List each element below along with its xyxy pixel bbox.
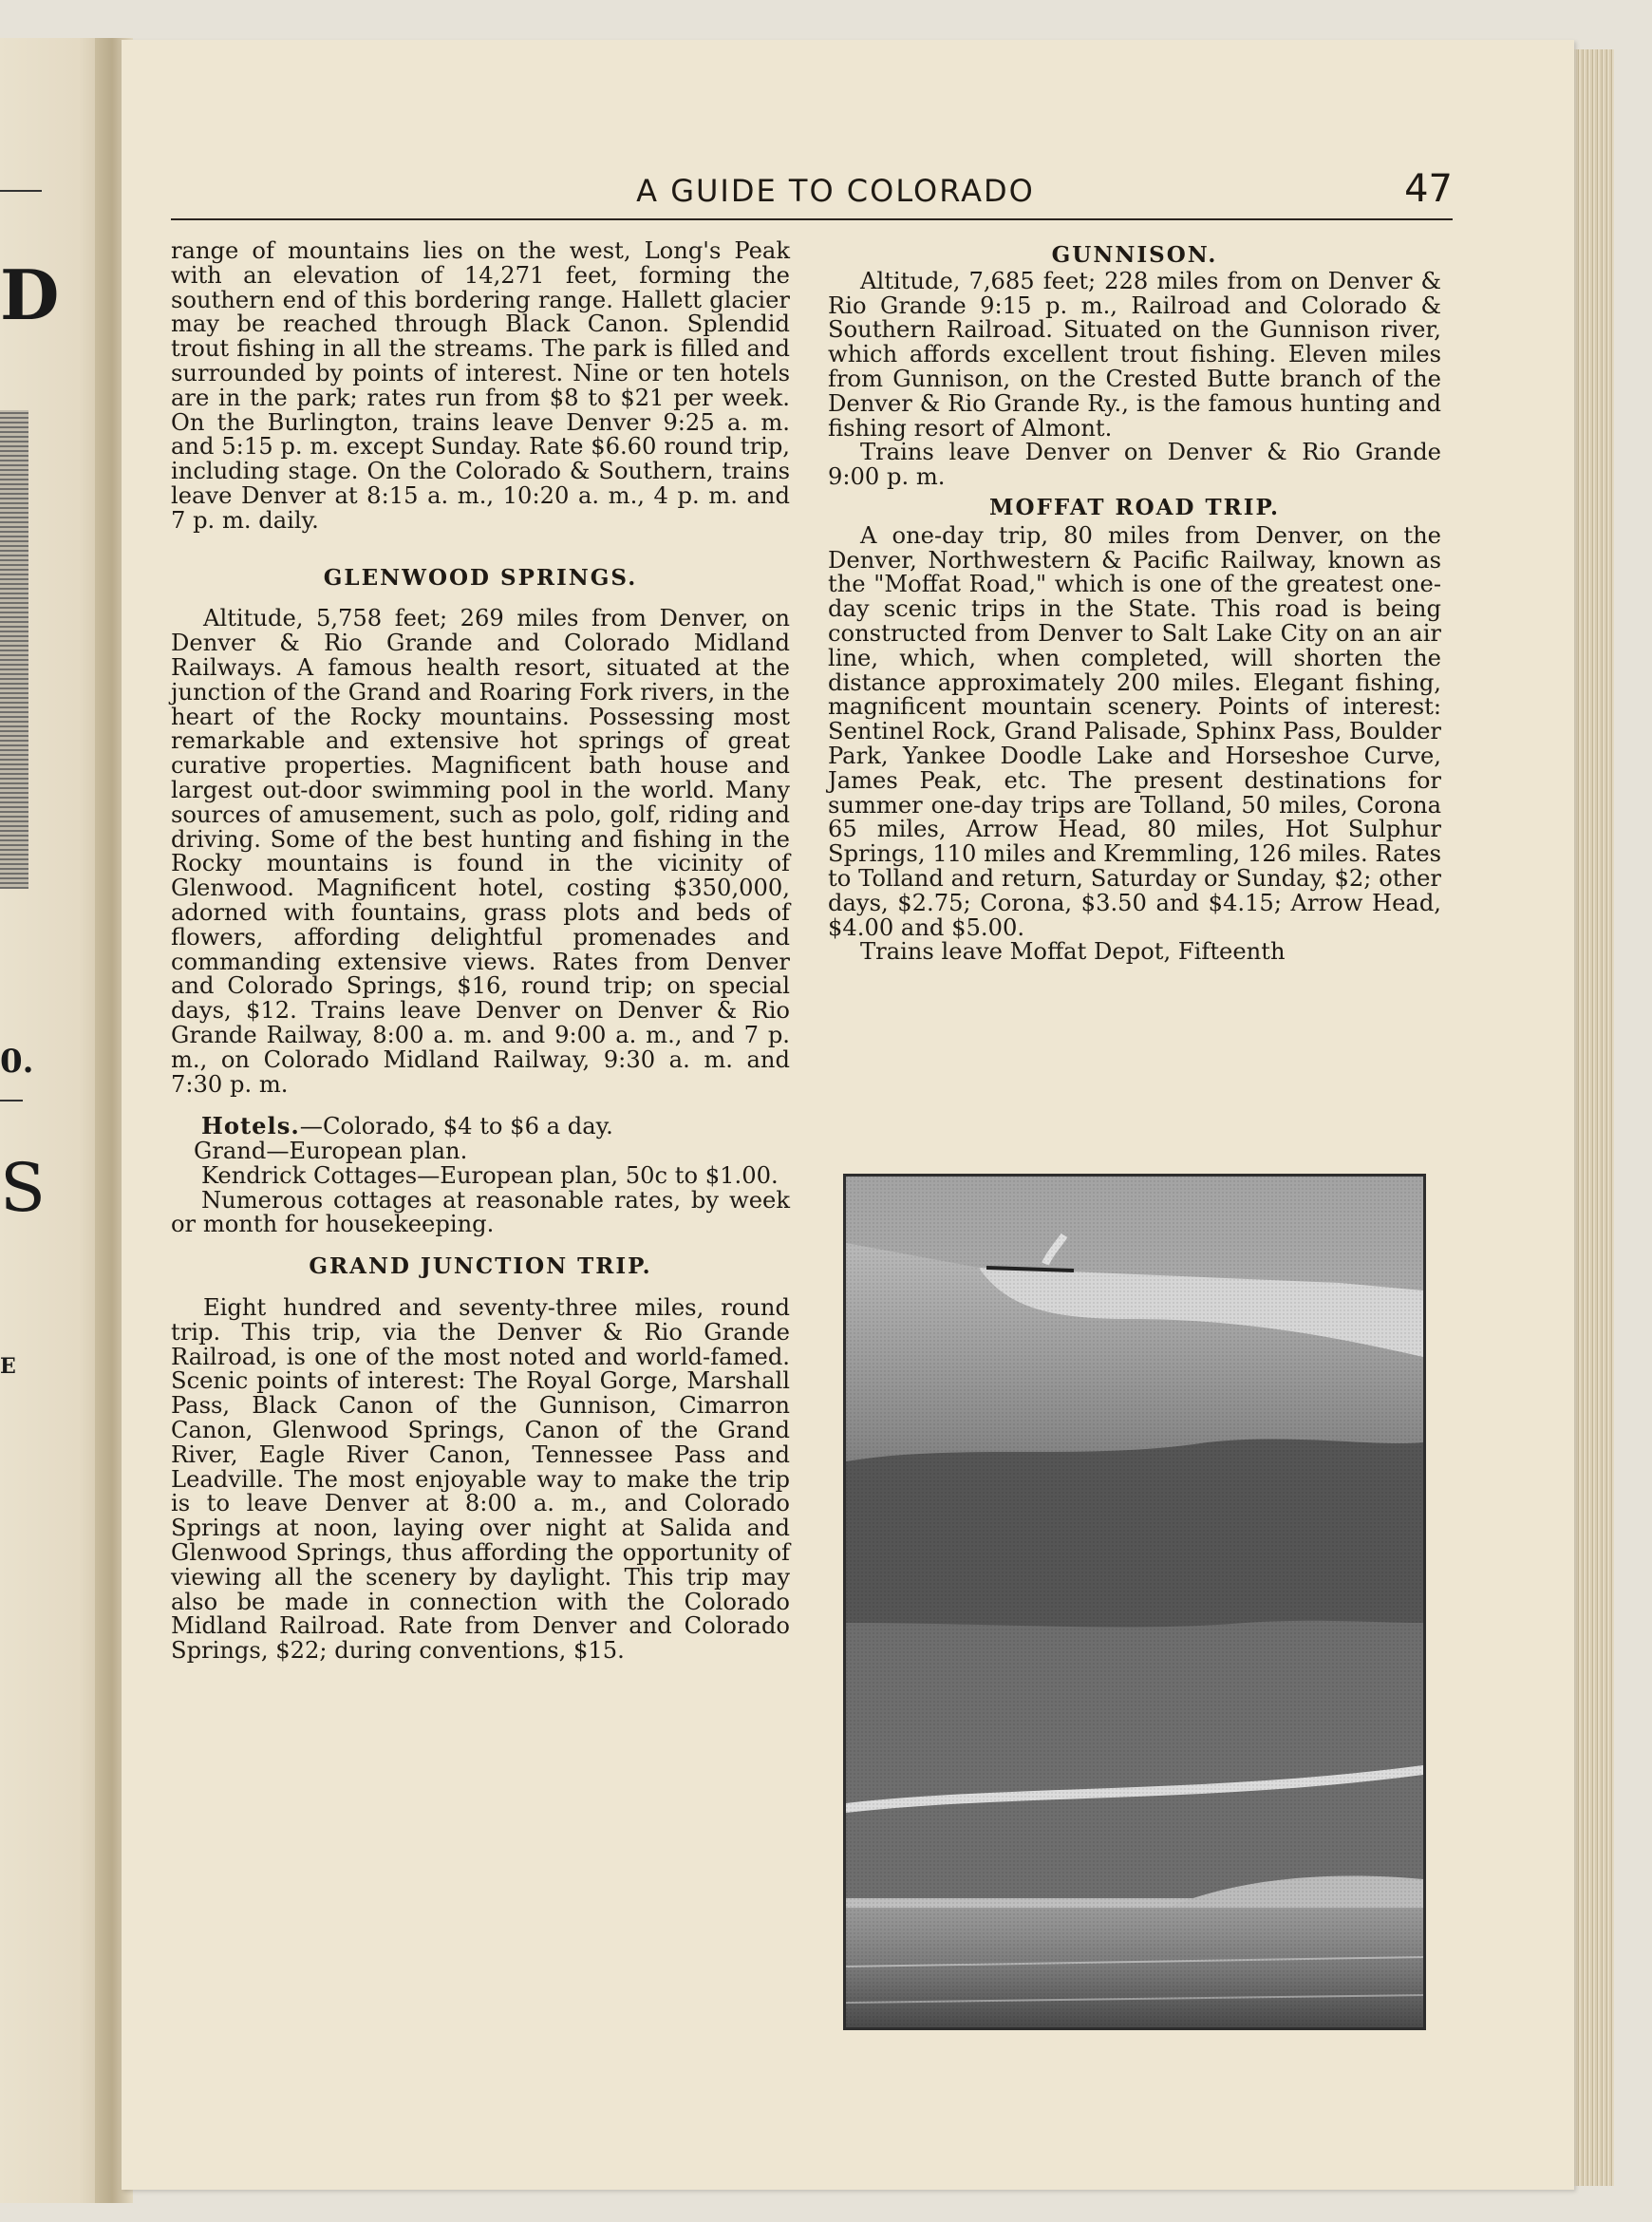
left-page-dash bbox=[0, 1100, 23, 1102]
left-page-engraving bbox=[0, 410, 28, 889]
photo-halftone-grain bbox=[846, 1177, 1423, 2027]
moffat-trains: Trains leave Moffat Depot, Fifteenth bbox=[860, 938, 1286, 966]
moffat-road-heading: MOFFAT ROAD TRIP. bbox=[989, 494, 1280, 520]
left-page-letter-s: S bbox=[0, 1149, 46, 1227]
moffat-road-text: A one-day trip, 80 miles from Denver, on the Denver, Northwestern & Pacific Railway, known as the "Moffat Road," which is one of the greatest one-day scenic trips in the State. This road is being constructed from Denver to Salt Lake City on an air line, which, when completed, will shorten the distance approximately 200 miles. Elegant fishing, magnificent mountain scenery. Points of interest: Sentinel Rock, Grand Palisade, Sphinx Pass, Boulder Park, Yankee Doodle Lake and Horseshoe Curve, James Peak, etc. The present destinations for summer one-day trips are Tolland, 50 miles, Corona 65 miles, Arrow Head, 80 miles, Hot Sulphur Springs, 110 miles and Kremmling, 126 miles. Rates to Tolland and return, Saturday or Sunday, $2; other days, $2.75; Corona, $3.50 and $4.15; Arrow Head, $4.00 and $5.00. bbox=[828, 521, 1441, 941]
running-title: A GUIDE TO COLORADO bbox=[636, 173, 1035, 209]
hotels-colorado-rate: —Colorado, $4 to $6 a day. bbox=[299, 1113, 613, 1140]
hotels-line-kendrick: Kendrick Cottages—European plan, 50c to $1.00. bbox=[201, 1161, 779, 1189]
gunnison-heading: GUNNISON. bbox=[1051, 242, 1218, 268]
gunnison-text: Altitude, 7,685 feet; 228 miles from on Denver & Rio Grande 9:15 p. m., Railroad and Colorado & Southern Railroad. Situated on the Gunnison river, which affords excellent trout fishing. Eleven miles from Gunnison, on the Crested Butte branch of the Denver & Rio Grande Ry., is the famous hunting and fishing resort of Almont. bbox=[828, 267, 1441, 442]
estes-park-continuation: range of mountains lies on the west, Long's Peak with an elevation of 14,271 feet, forming the southern end of this bordering range. Hallett glacier may be reached through Black Canon. Splendid trout fishing in all the streams. The park is filled and surrounded by points of interest. Nine or ten hotels are in the park; rates run from $8 to $21 per week. On the Burlington, trains leave Denver 9:25 a. m. and 5:15 p. m. except Sunday. Rate $6.60 round trip, including stage. On the Colorado & Southern, trains leave Denver at 8:15 a. m., 10:20 a. m., 4 p. m. and 7 p. m. daily. bbox=[171, 237, 790, 534]
grand-junction-heading: GRAND JUNCTION TRIP. bbox=[309, 1253, 652, 1280]
hotels-label: Hotels. bbox=[201, 1112, 300, 1140]
header-rule bbox=[171, 218, 1453, 220]
hotels-line-grand: Grand—European plan. bbox=[194, 1138, 468, 1165]
left-page-fragment: 0. bbox=[0, 1043, 34, 1081]
mountain-lake-photograph bbox=[843, 1174, 1426, 2030]
halftone-photo bbox=[846, 1177, 1423, 2027]
grand-junction-text: Eight hundred and seventy-three miles, round trip. This trip, via the Denver & Rio Grande Railroad, is one of the most noted and world-famed. Scenic points of interest: The Royal Gorge, Marshall Pass, Black Canon of the Gunnison, Cimarron Canon, Glenwood Springs, Canon of the Grand River, Eagle River Canon, Tennessee Pass and Leadville. The most enjoyable way to make the trip is to leave Denver at 8:00 a. m., and Colorado Springs at noon, laying over night at Salida and Glenwood Springs, thus affording the opportunity of viewing all the scenery by daylight. This trip may also be made in connection with the Colorado Midland Railroad. Rate from Denver and Colorado Springs, $22; during conventions, $15. bbox=[171, 1294, 790, 1665]
page-number: 47 bbox=[1404, 167, 1453, 211]
page-header bbox=[171, 167, 1453, 220]
hotels-line-cottages: Numerous cottages at reasonable rates, by week or month for housekeeping. bbox=[171, 1186, 790, 1238]
glenwood-springs-heading: GLENWOOD SPRINGS. bbox=[323, 564, 638, 591]
left-page-letter-d: D bbox=[0, 254, 60, 335]
glenwood-springs-text: Altitude, 5,758 feet; 269 miles from Denver, on Denver & Rio Grande and Colorado Midland Railways. A famous health resort, situated at the junction of the Grand and Roaring Fork rivers, in the heart of the Rocky mountains. Possessing most remarkable and extensive hot springs of great curative properties. Magnificent bath house and largest out-door swimming pool in the world. Many sources of amusement, such as polo, golf, riding and driving. Some of the best hunting and fishing in the Rocky mountains is found in the vicinity of Glenwood. Magnificent hotel, costing $350,000, adorned with fountains, grass plots and beds of flowers, affording delightful promenades and commanding extensive views. Rates from Denver and Colorado Springs, $16, round trip; on special days, $12. Trains leave Denver on Denver & Rio Grande Railway, 8:00 a. m. and 9:00 a. m., and 7 p. m., on Colorado Midland Railway, 9:30 a. m. and 7:30 p. m. bbox=[171, 605, 790, 1098]
gunnison-trains: Trains leave Denver on Denver & Rio Grande 9:00 p. m. bbox=[828, 439, 1441, 491]
hotels-list bbox=[171, 1114, 790, 1237]
left-text-column bbox=[171, 239, 790, 1664]
hotels-line-colorado bbox=[171, 1114, 790, 1139]
left-page-rule bbox=[0, 190, 42, 192]
right-text-column bbox=[828, 243, 1441, 965]
left-page-letter-e: E bbox=[0, 1354, 16, 1379]
